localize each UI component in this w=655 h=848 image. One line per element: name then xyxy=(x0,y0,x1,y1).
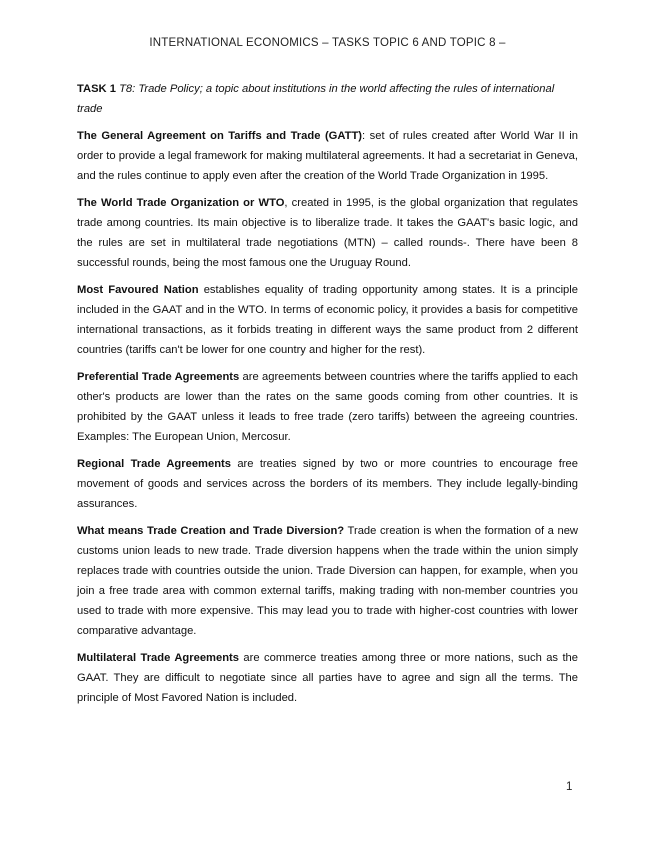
page-number: 1 xyxy=(566,781,573,793)
term-pta: Preferential Trade Agreements xyxy=(77,371,240,383)
paragraph-pta xyxy=(77,367,578,447)
term-trade-creation: What means Trade Creation and Trade Diversion? xyxy=(77,525,345,537)
paragraph-mta xyxy=(77,648,578,708)
task-heading xyxy=(77,79,578,119)
text-wto: , created in 1995, is the global organization that regulates trade among countries. Its main objective is to liberalize trade. It takes the GAAT's basic logic, and the rules are set in multilateral trade negotiations (MTN) – called rounds-. There have been 8 successful rounds, being the most famous one the Uruguay Round. xyxy=(77,197,579,269)
paragraph-mfn xyxy=(77,280,578,360)
paragraph-wto xyxy=(77,193,578,273)
page-header: INTERNATIONAL ECONOMICS – TASKS TOPIC 6 AND TOPIC 8 – xyxy=(149,37,506,49)
text-mfn: establishes equality of trading opportunity among states. It is a principle included in the GAAT and in the WTO. In terms of economic policy, it provides a basis for competitive international transactions, as it forbids treating in different ways the same product from 2 different countries (tariffs can't be lower for one country and higher for the rest). xyxy=(77,284,578,356)
term-gatt: The General Agreement on Tariffs and Trade (GATT) xyxy=(77,130,363,142)
term-rta: Regional Trade Agreements xyxy=(77,458,231,470)
text-gatt: : set of rules created after World War II in order to provide a legal framework for making multilateral agreements. It had a secretariat in Geneva, and the rules continue to apply even after the creation of the World Trade Organization in 1995. xyxy=(77,130,578,182)
paragraph-gatt xyxy=(77,126,578,186)
text-trade-creation: Trade creation is when the formation of a new customs union leads to new trade. Trade diversion happens when the trade within the union simply replaces trade with countries outside the union. Trade Diversion can happen, for example, when you join a free trade area with common external tariffs, making trading with non-member countries you used to trade with more expensive. This may lead you to trade with higher-cost countries with lower comparative advantage. xyxy=(77,525,579,637)
paragraph-rta xyxy=(77,454,578,514)
task-subtitle: T8: Trade Policy; a topic about institutions in the world affecting the rules of international trade xyxy=(77,83,555,115)
document-body xyxy=(77,79,578,715)
task-label: TASK 1 xyxy=(77,83,116,95)
term-mfn: Most Favoured Nation xyxy=(77,284,199,296)
text-pta: are agreements between countries where the tariffs applied to each other's products are lower than the rates on the same goods coming from other countries. It is prohibited by the GAAT unless it leads to free trade (zero tariffs) between the agreeing countries. Examples: The European Union, Mercosur. xyxy=(77,371,578,443)
text-rta: are treaties signed by two or more countries to encourage free movement of goods and services across the borders of its members. They include legally-binding assurances. xyxy=(77,458,578,510)
paragraph-trade-creation xyxy=(77,521,578,641)
term-mta: Multilateral Trade Agreements xyxy=(77,652,239,664)
text-mta: are commerce treaties among three or more nations, such as the GAAT. They are difficult to negotiate since all parties have to agree and sign all the terms. The principle of Most Favored Nation is included. xyxy=(77,652,579,704)
term-wto: The World Trade Organization or WTO xyxy=(77,197,285,209)
